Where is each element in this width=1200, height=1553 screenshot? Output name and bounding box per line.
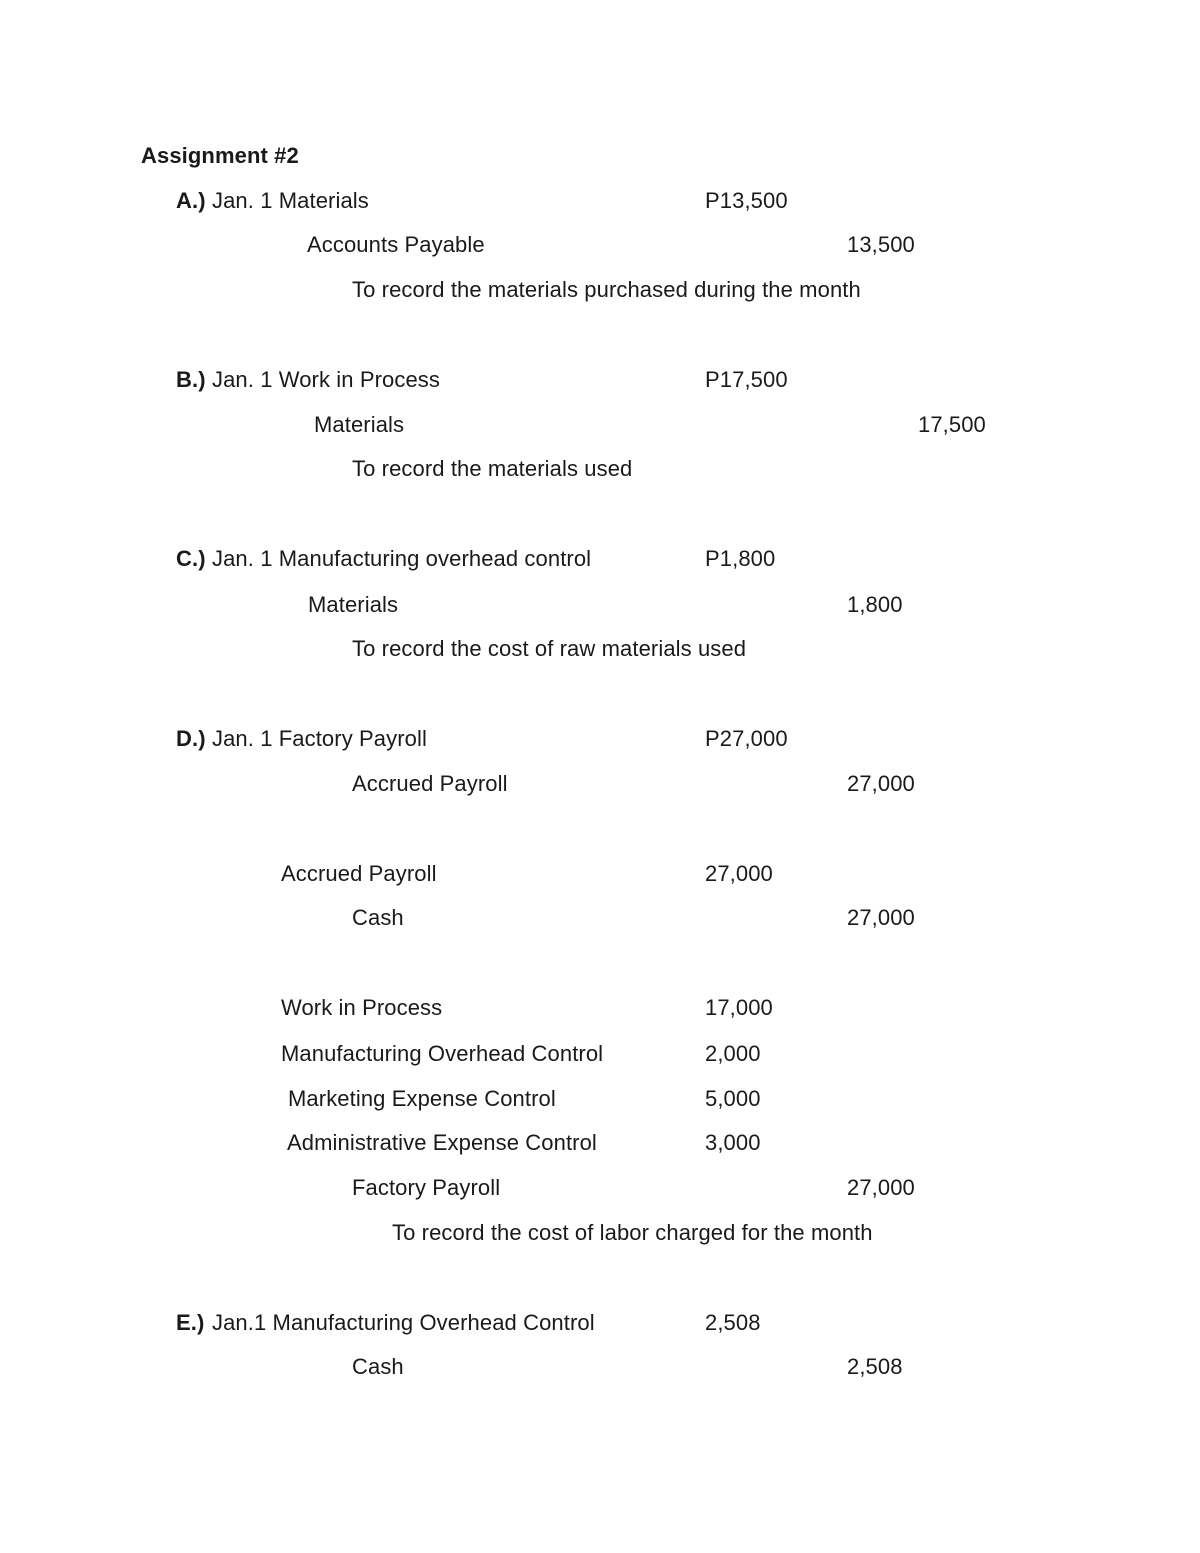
entry-d-debit-amount: P27,000 — [705, 726, 788, 751]
entry-a-letter: A.) — [176, 188, 206, 213]
entry-e-credit-amount: 2,508 — [847, 1354, 903, 1379]
entry-d-debit-account: Jan. 1 Factory Payroll — [212, 726, 427, 751]
entry-d-wip-account: Work in Process — [281, 995, 443, 1020]
entry-d-letter: D.) — [176, 726, 206, 751]
entry-b-debit-account: Jan. 1 Work in Process — [212, 367, 440, 392]
entry-d-explanation: To record the cost of labor charged for the month — [392, 1220, 873, 1245]
entry-b-credit-amount: 17,500 — [918, 412, 986, 437]
entry-d-payment-credit-amount: 27,000 — [847, 905, 915, 930]
entry-c-explanation: To record the cost of raw materials used — [352, 636, 747, 661]
entry-b-letter: B.) — [176, 367, 206, 392]
entry-d-wip-amount: 17,000 — [705, 995, 773, 1020]
entry-c-letter: C.) — [176, 546, 206, 571]
entry-d-admin-amount: 3,000 — [705, 1130, 761, 1155]
entry-d-marketing-amount: 5,000 — [705, 1086, 761, 1111]
entry-e-letter: E.) — [176, 1310, 205, 1335]
entry-e-credit-account: Cash — [352, 1354, 404, 1379]
entry-d-credit-account: Accrued Payroll — [352, 771, 508, 796]
entry-e-debit-amount: 2,508 — [705, 1310, 761, 1335]
entry-b-credit-account: Materials — [314, 412, 405, 437]
entry-a-debit-amount: P13,500 — [705, 188, 788, 213]
entry-b-debit-amount: P17,500 — [705, 367, 788, 392]
entry-a-credit-amount: 13,500 — [847, 232, 915, 257]
entry-d-credit-amount: 27,000 — [847, 771, 915, 796]
entry-c-debit-amount: P1,800 — [705, 546, 776, 571]
entry-d-payment-credit-account: Cash — [352, 905, 404, 930]
entry-d-payment-debit-account: Accrued Payroll — [281, 861, 437, 886]
entry-b-explanation: To record the materials used — [352, 456, 633, 481]
entry-d-payroll-credit-account: Factory Payroll — [352, 1175, 501, 1200]
entry-d-payment-debit-amount: 27,000 — [705, 861, 773, 886]
entry-d-admin-account: Administrative Expense Control — [287, 1130, 597, 1155]
entry-d-moh-amount: 2,000 — [705, 1041, 761, 1066]
entry-a-credit-account: Accounts Payable — [307, 232, 485, 257]
entry-a-debit-account: Jan. 1 Materials — [212, 188, 369, 213]
entry-c-credit-account: Materials — [308, 592, 399, 617]
entry-d-moh-account: Manufacturing Overhead Control — [281, 1041, 604, 1066]
entry-d-payroll-credit-amount: 27,000 — [847, 1175, 915, 1200]
entry-c-credit-amount: 1,800 — [847, 592, 903, 617]
entry-e-debit-account: Jan.1 Manufacturing Overhead Control — [212, 1310, 595, 1335]
entry-c-debit-account: Jan. 1 Manufacturing overhead control — [212, 546, 592, 571]
entry-d-marketing-account: Marketing Expense Control — [288, 1086, 556, 1111]
entry-a-explanation: To record the materials purchased during the month — [352, 277, 861, 302]
page-title: Assignment #2 — [141, 143, 299, 168]
